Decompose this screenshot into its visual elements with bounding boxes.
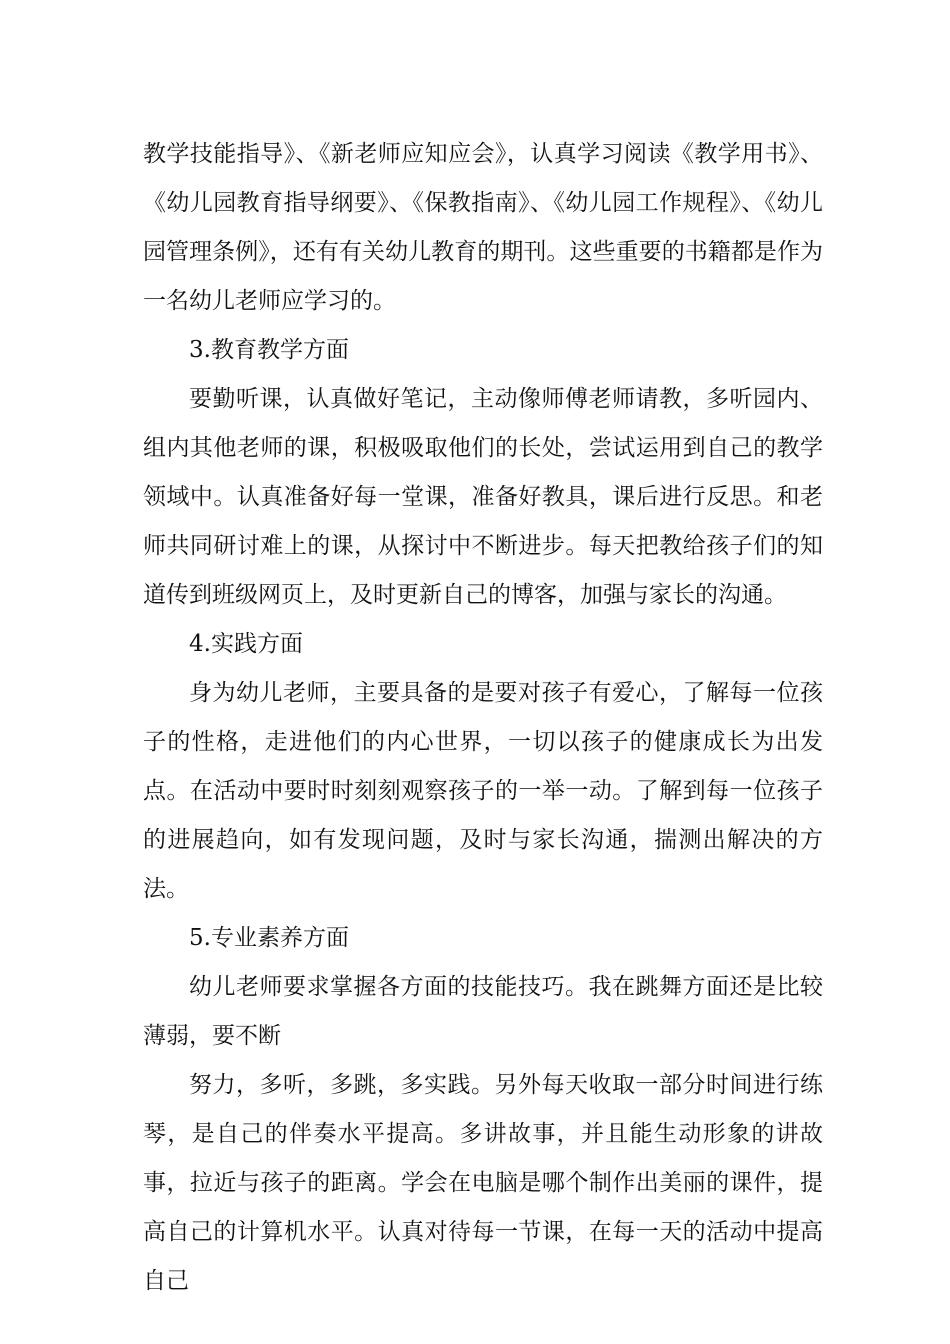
paragraph-teaching: 要勤听课，认真做好笔记，主动像师傅老师请教，多听园内、组内其他老师的课，积极吸取他们的长处，尝试运用到自己的教学领域中。认真准备好每一堂课，准备好教具，课后进行反思。和老师共同研讨难上的课，从探讨中不断进步。每天把教给孩子们的知道传到班级网页上，及时更新自己的博客，加强与家长的沟通。 xyxy=(143,386,823,608)
paragraph-professional-2: 努力，多听，多跳，多实践。另外每天收取一部分时间进行练琴，是自己的伴奏水平提高。多讲故事，并且能生动形象的讲故事，拉近与孩子的距离。学会在电脑是哪个制作出美丽的课件，提高自己的计算机水平。认真对待每一节课，在每一天的活动中提高自己 xyxy=(143,1072,823,1294)
document-body xyxy=(143,130,823,1306)
heading-professional: 5.专业素养方面 xyxy=(189,925,349,951)
heading-practice: 4.实践方面 xyxy=(189,631,303,657)
paragraph-practice: 身为幼儿老师，主要具备的是要对孩子有爱心，了解每一位孩子的性格，走进他们的内心世界，一切以孩子的健康成长为出发点。在活动中要时时刻刻观察孩子的一举一动。了解到每一位孩子的进展趋向，如有发现问题，及时与家长沟通，揣测出解决的方法。 xyxy=(143,680,823,902)
paragraph-professional-1: 幼儿老师要求掌握各方面的技能技巧。我在跳舞方面还是比较薄弱，要不断 xyxy=(143,974,823,1049)
heading-teaching: 3.教育教学方面 xyxy=(189,337,349,363)
paragraph-reading-list: 教学技能指导》、《新老师应知应会》，认真学习阅读《教学用书》、《幼儿园教育指导纲要》、《保教指南》、《幼儿园工作规程》、《幼儿园管理条例》，还有有关幼儿教育的期刊。这些重要的书籍都是作为一名幼儿老师应学习的。 xyxy=(143,141,823,314)
